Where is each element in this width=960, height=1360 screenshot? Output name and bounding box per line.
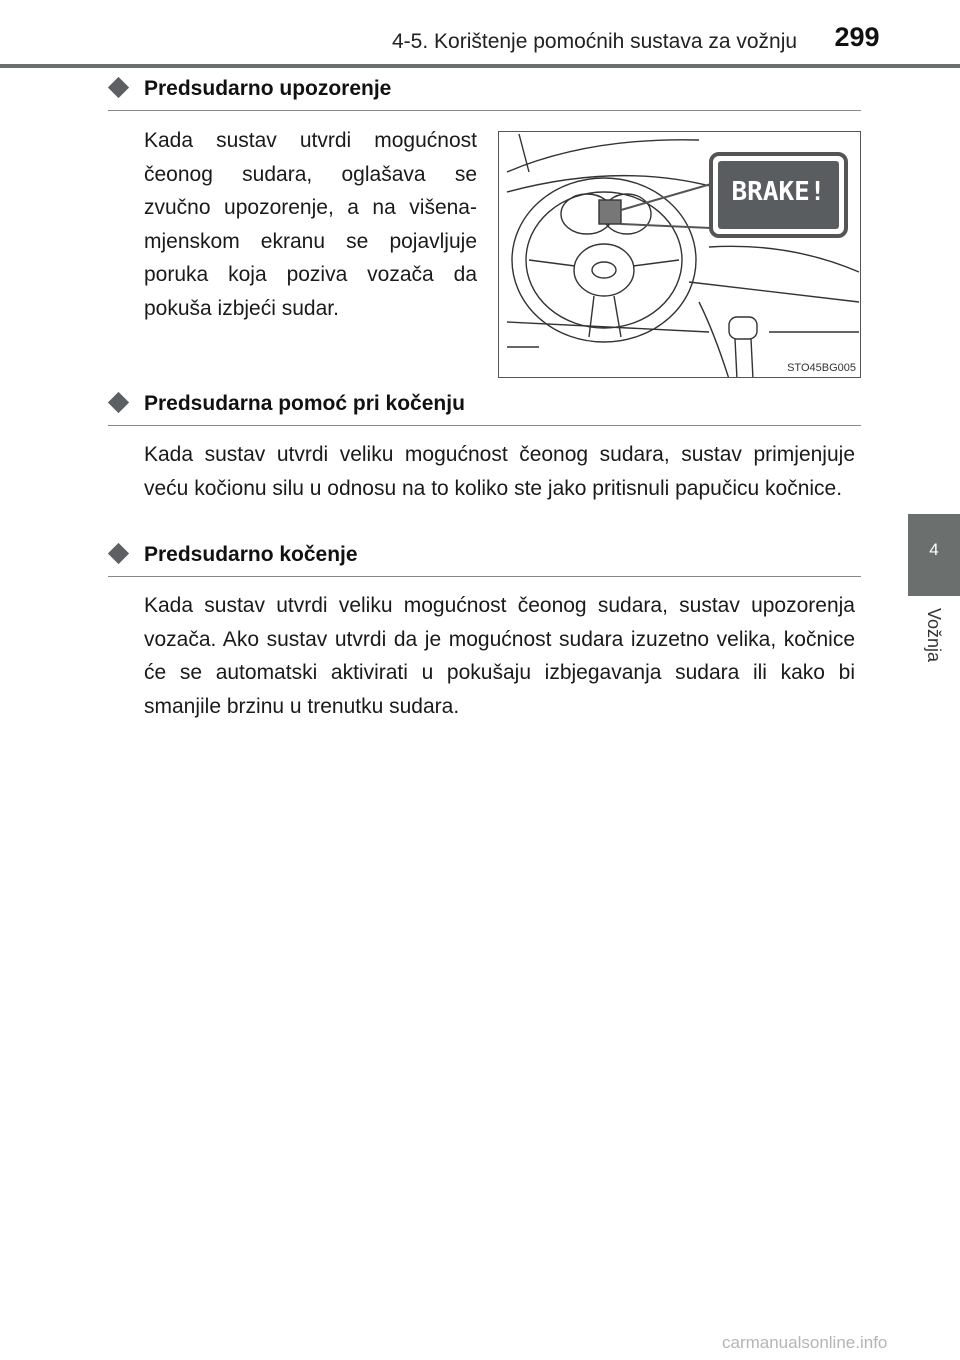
figure-code: STO45BG005: [787, 362, 856, 374]
section-paragraph-2: Kada sustav utvrdi veliku mogućnost čeonog sudara, sustav primjenjuje veću kočionu silu u odnosu na to koliko ste jako pritisnuli papučicu kočnice.: [144, 443, 855, 500]
section-heading-1: [108, 74, 861, 111]
chapter-side-tab: [908, 514, 960, 596]
chapter-number: 4: [929, 540, 939, 559]
brake-warning-message: BRAKE!: [718, 161, 839, 229]
header-rule: [0, 64, 960, 68]
page-number: 299: [834, 22, 880, 52]
section-heading-text: Predsudarna pomoć pri kočenju: [144, 392, 465, 415]
diamond-bullet-icon: [108, 77, 129, 98]
diamond-bullet-icon: [108, 543, 129, 564]
section-paragraph-3: Kada sustav utvrdi veliku mogućnost čeonog sudara, sustav upozorenja vozača. Ako sustav utvrdi da je mogućnost sudara izuzetno velika, kočnice će se automatski aktivirati u pokušaju izbjegavanja sudara ili kako bi smanjile brzinu u trenutku sudara.: [144, 594, 855, 718]
chapter-label: Vožnja: [924, 608, 944, 663]
section-heading-2: [108, 389, 861, 426]
section-paragraph-1: Kada sustav utvrdi mogućnost čeonog sudara, oglašava se zvučno upozorenje, a na višenamjenskom ekranu se pojavljuje poruka koja poziva vozača da pokuša izbjeći sudar.: [144, 129, 477, 320]
brake-display-callout: [709, 152, 848, 238]
section-heading-text: Predsudarno kočenje: [144, 543, 358, 566]
section-heading-3: [108, 540, 861, 577]
section-heading-text: Predsudarno upozorenje: [144, 77, 392, 100]
dashboard-illustration: [498, 131, 861, 378]
header-section-title: 4-5. Korištenje pomoćnih sustava za vožnju: [392, 30, 798, 53]
diamond-bullet-icon: [108, 392, 129, 413]
watermark: carmanualsonline.info: [722, 1333, 888, 1352]
